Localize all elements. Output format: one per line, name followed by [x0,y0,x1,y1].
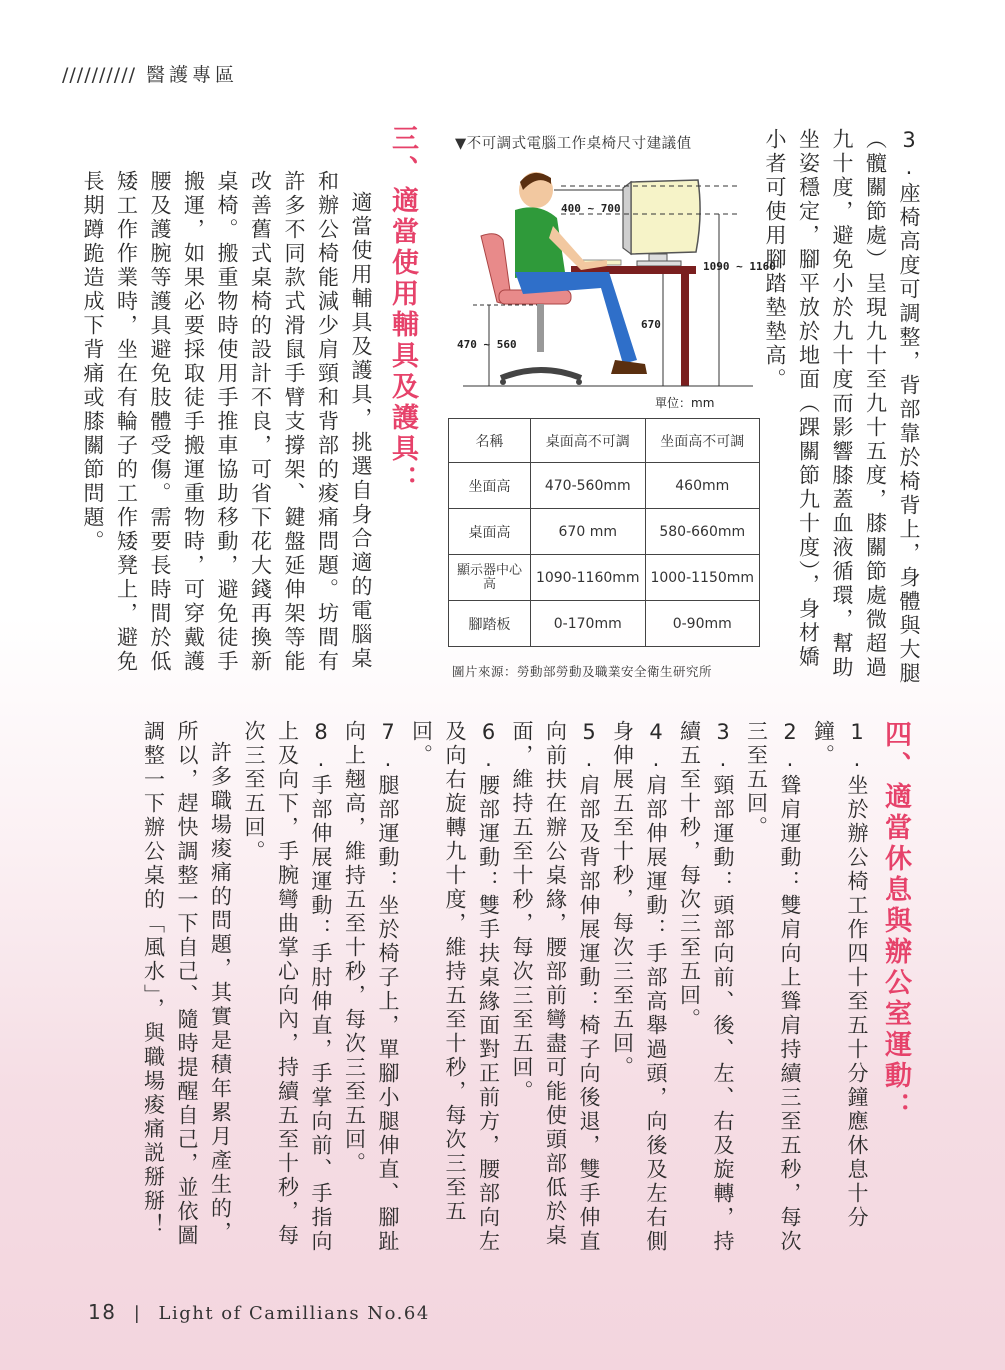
section-header [62,60,238,87]
publication-name: Light of Camillians No.64 [158,1303,430,1324]
section-3-heading: 三、適當使用輔具及護具： [387,124,418,496]
closing-paragraph: 許多職場痠痛的問題，其實是積年累月產生的，所以，趕快調整一下自己、隨時提醒自己，並依圖調整一下辦公桌的「風水」，與職場痠痛説掰掰！ [141,720,233,1248]
table-cell: 580-660mm [645,509,760,555]
table-cell: 460mm [645,463,760,509]
exercise-item: 3.頸部運動：頭部向前、後、左、右及旋轉，持續五至十秒，每次三至五回。 [677,720,735,1254]
table-row [449,555,760,601]
table-cell: 470-560mm [531,463,646,509]
table-cell: 桌面高 [449,509,531,555]
section-3-body [76,170,378,680]
page-footer [88,1300,430,1324]
table-cell: 1000-1150mm [645,555,760,601]
monitor-icon [623,180,700,266]
eye-distance-label: 400 ~ 700 [561,202,621,215]
dimension-table [448,418,760,647]
exercise-item: 4.肩部伸展運動：手部高舉過頭，向後及左右側身伸展五至十秒，每次三至五回。 [610,720,668,1254]
footer-separator: | [133,1303,142,1324]
table-header-cell: 桌面高不可調 [531,419,646,463]
section-4-heading: 四、適當休息與辦公室運動： [880,720,911,1123]
table-header-cell: 名稱 [449,419,531,463]
exercise-item: 6.腰部運動：雙手扶桌緣面對正前方，腰部向左及向右旋轉九十度，維持五至十秒，每次三至五回。 [409,720,501,1254]
desk-height-label: 670 [641,318,661,331]
header-section-name: 醫護專區 [146,64,239,86]
exercise-item: 5.肩部及背部伸展運動：椅子向後退，雙手伸直向前扶在辦公桌緣，腰部前彎盡可能使頭部低於桌面，維持五至十秒，每次三至五回。 [510,720,601,1254]
table-row [449,509,760,555]
monitor-height-label: 1090 ~ 1160 [703,260,776,273]
table-cell: 顯示器中心高 [449,555,531,601]
exercise-item: 8.手部伸展運動：手肘伸直，手掌向前、手指向上及向下，手腕彎曲掌心向內，持續五至十秒，每次三至五回。 [242,720,333,1254]
exercise-item: 1.坐於辦公椅工作四十至五十分鐘應休息十分鐘。 [811,720,869,1230]
table-row [449,601,760,647]
page-number: 18 [88,1300,117,1324]
table-cell: 坐面高 [449,463,531,509]
section-3-paragraph: 適當使用輔具及護具，挑選自身合適的電腦桌和辦公椅能減少肩頸和背部的痠痛問題。坊間有許多不同款式滑鼠手臂支撐架、鍵盤延伸架等能改善舊式桌椅的設計不良，可省下花大錢再換新桌椅。搬重物時使用手推車協助移動，避免徒手搬運，如果必要採取徒手搬運重物時，可穿戴護腰及護腕等護具避免肢體受傷。需要長時間於低矮工作作業時，坐在有輪子的工作矮凳上，避免長期蹲跪造成下背痛或膝關節問題。 [81,170,373,674]
section-4-items [136,720,873,1260]
item-3-text [758,128,926,688]
unit-label: 單位：mm [655,396,715,410]
table-cell: 0-170mm [531,601,646,647]
header-slashes: ////////// [62,64,137,86]
table-cell: 腳踏板 [449,601,531,647]
seat-height-label: 470 ~ 560 [457,338,517,351]
table-cell: 670 mm [531,509,646,555]
image-source: 圖片來源：勞動部勞動及職業安全衛生研究所 [452,664,713,679]
table-cell: 0-90mm [645,601,760,647]
table-row [449,463,760,509]
table-header-cell: 坐面高不可調 [645,419,760,463]
table-header-row [449,419,760,463]
item-3-paragraph: 3.座椅高度可調整，背部靠於椅背上，身體與大腿（髖關節處）呈現九十至九十五度，膝關節處微超過九十度，避免小於九十度而影響膝蓋血液循環，幫助坐姿穩定，腳平放於地面（踝關節九十度），身材嬌小者可使用腳踏墊墊高。 [763,128,921,686]
table-cell: 1090-1160mm [531,555,646,601]
exercise-item: 7.腿部運動：坐於椅子上，單腳小腿伸直、腳趾向上翹高，維持五至十秒，每次三至五回。 [342,720,400,1254]
ergonomic-diagram [453,160,776,420]
figure-caption: ▼不可調式電腦工作桌椅尺寸建議值 [455,136,692,152]
exercise-item: 2.聳肩運動：雙肩向上聳肩持續三至五秒，每次三至五回。 [744,720,802,1254]
